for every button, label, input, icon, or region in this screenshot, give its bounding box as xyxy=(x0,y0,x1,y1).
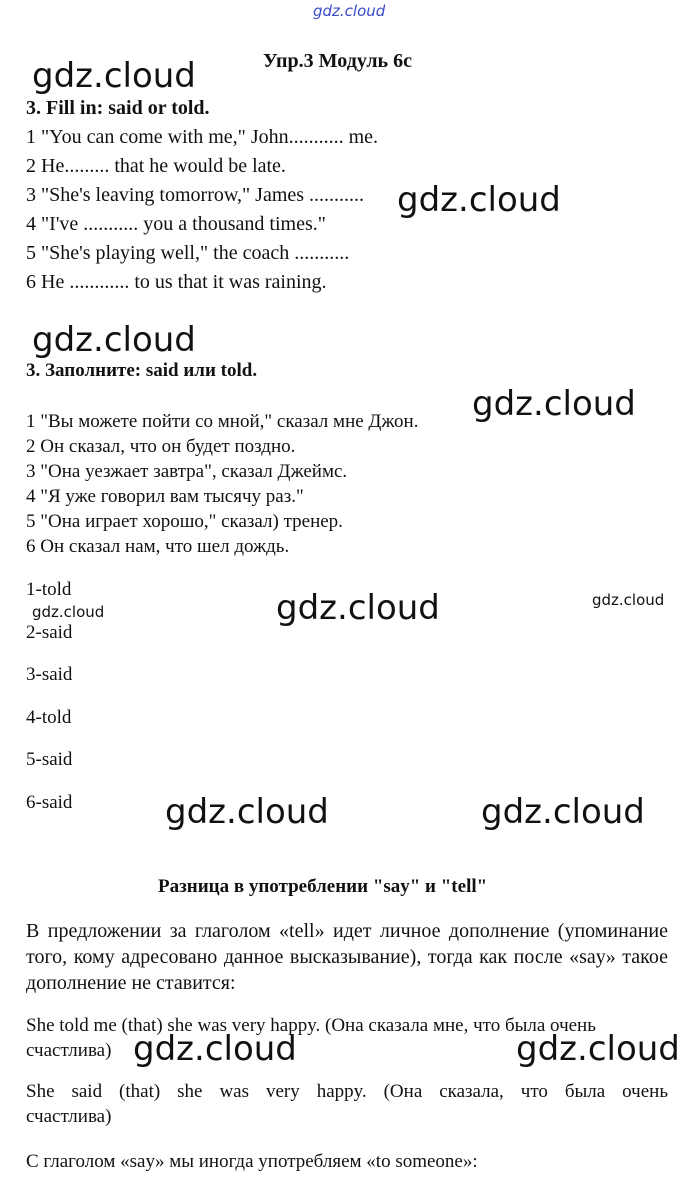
answer-5: 5-said xyxy=(26,749,73,770)
exercise-line-ru-5: 5 "Она играет хорошо," сказал) тренер. xyxy=(26,511,343,532)
answer-6: 6-said xyxy=(26,792,73,813)
note-heading: Разница в употреблении "say" и "tell" xyxy=(158,876,488,897)
exercise-line-en-6: 6 He ............ to us that it was raining. xyxy=(26,271,327,293)
note-paragraph-2: С глаголом «say» мы иногда употребляем «to someone»: xyxy=(26,1151,478,1172)
watermark: gdz.cloud xyxy=(32,603,105,621)
exercise-line-en-2: 2 He......... that he would be late. xyxy=(26,155,286,177)
exercise-line-en-1: 1 "You can come with me," John........... me. xyxy=(26,126,379,148)
exercise-line-ru-2: 2 Он сказал, что он будет поздно. xyxy=(26,436,296,457)
watermark: gdz.cloud xyxy=(133,1029,297,1069)
watermark-top: gdz.cloud xyxy=(313,2,386,20)
watermark: gdz.cloud xyxy=(472,384,636,424)
exercise-line-ru-1: 1 "Вы можете пойти со мной," сказал мне Джон. xyxy=(26,411,419,432)
exercise-line-ru-6: 6 Он сказал нам, что шел дождь. xyxy=(26,536,290,557)
exercise-heading-en: 3. Fill in: said or told. xyxy=(26,97,210,119)
note-paragraph-1: В предложении за глаголом «tell» идет личное дополнение (упоминание того, кому адресовано данное высказывание), тогда как после «say» такое дополнение не ставится: xyxy=(26,920,668,994)
watermark: gdz.cloud xyxy=(276,588,440,628)
example-1-line-2: счастлива) xyxy=(26,1040,112,1061)
page-title: Упр.3 Модуль 6с xyxy=(263,50,413,72)
exercise-line-en-3: 3 "She's leaving tomorrow," James ........... xyxy=(26,184,365,206)
exercise-heading-ru: 3. Заполните: said или told. xyxy=(26,360,258,381)
answer-4: 4-told xyxy=(26,707,72,728)
example-2-line-1: She said (that) she was very happy. (Она сказала, что была очень xyxy=(26,1081,668,1102)
watermark: gdz.cloud xyxy=(32,56,196,96)
watermark: gdz.cloud xyxy=(397,180,561,220)
exercise-line-ru-4: 4 "Я уже говорил вам тысячу раз." xyxy=(26,486,304,507)
watermark: gdz.cloud xyxy=(165,792,329,832)
exercise-line-en-4: 4 "I've ........... you a thousand times." xyxy=(26,213,326,235)
watermark: gdz.cloud xyxy=(516,1029,680,1069)
answer-2: 2-said xyxy=(26,622,73,643)
example-2-line-2: счастлива) xyxy=(26,1106,112,1127)
answer-1: 1-told xyxy=(26,579,72,600)
watermark: gdz.cloud xyxy=(592,591,665,609)
answer-3: 3-said xyxy=(26,664,73,685)
exercise-line-ru-3: 3 "Она уезжает завтра", сказал Джеймс. xyxy=(26,461,348,482)
watermark: gdz.cloud xyxy=(481,792,645,832)
watermark: gdz.cloud xyxy=(32,320,196,360)
example-1-line-1: She told me (that) she was very happy. (Она сказала мне, что была очень xyxy=(26,1015,596,1036)
exercise-line-en-5: 5 "She's playing well," the coach ........... xyxy=(26,242,350,264)
